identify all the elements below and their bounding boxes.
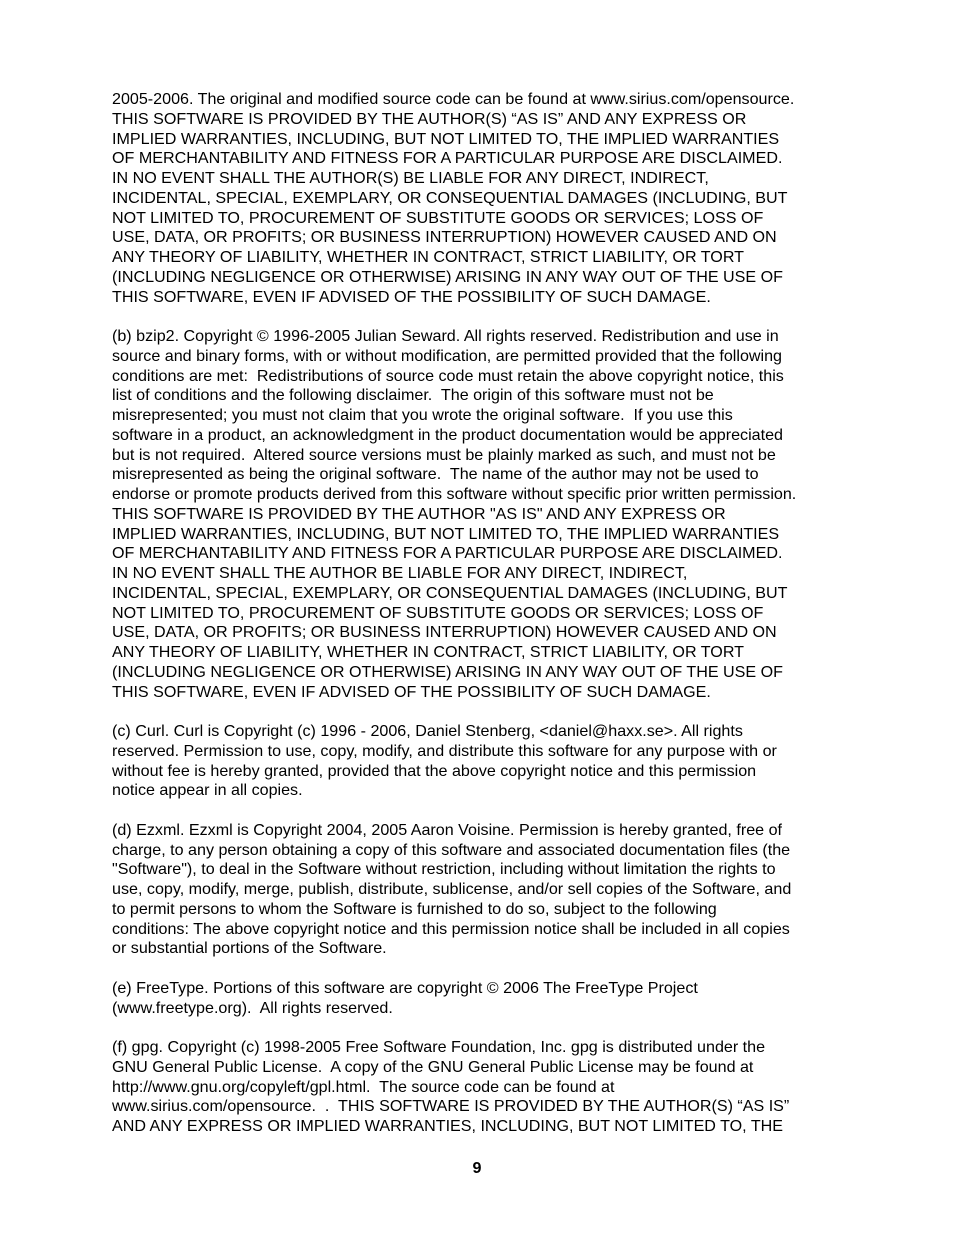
text-line: endorse or promote products derived from this software without specific prior written permission. [112,485,797,503]
text-line: USE, DATA, OR PROFITS; OR BUSINESS INTERRUPTION) HOWEVER CAUSED AND ON [112,623,777,642]
text-line: source and binary forms, with or without modification, are permitted provided that the following [112,346,783,365]
document-body [112,90,854,1157]
text-line: GNU General Public License. A copy of the GNU General Public License may be found at [112,1057,754,1076]
text-line: ANY THEORY OF LIABILITY, WHETHER IN CONTRACT, STRICT LIABILITY, OR TORT [112,248,744,266]
text-line: IN NO EVENT SHALL THE AUTHOR(S) BE LIABLE FOR ANY DIRECT, INDIRECT, [112,169,709,187]
text-line: without fee is hereby granted, provided that the above copyright notice and this permission [112,761,757,780]
text-line: NOT LIMITED TO, PROCUREMENT OF SUBSTITUTE GOODS OR SERVICES; LOSS OF [112,603,764,622]
text-line: conditions: The above copyright notice and this permission notice shall be included in all copies [112,919,790,938]
paragraph-freetype [112,979,854,1019]
text-line: or substantial portions of the Software. [112,939,387,958]
text-line: INCIDENTAL, SPECIAL, EXEMPLARY, OR CONSEQUENTIAL DAMAGES (INCLUDING, BUT [112,188,788,207]
text-line: OF MERCHANTABILITY AND FITNESS FOR A PARTICULAR PURPOSE ARE DISCLAIMED. [112,149,783,168]
text-line: THIS SOFTWARE, EVEN IF ADVISED OF THE POSSIBILITY OF SUCH DAMAGE. [112,287,711,306]
paragraph-curl [112,722,854,801]
text-line: NOT LIMITED TO, PROCUREMENT OF SUBSTITUTE GOODS OR SERVICES; LOSS OF [112,208,764,227]
text-line: (c) Curl. Curl is Copyright (c) 1996 - 2006, Daniel Stenberg, <daniel@haxx.se>. All rights [112,722,743,740]
text-line: IN NO EVENT SHALL THE AUTHOR BE LIABLE FOR ANY DIRECT, INDIRECT, [112,564,688,582]
paragraph-ezxml [112,821,854,959]
text-line: THIS SOFTWARE IS PROVIDED BY THE AUTHOR "AS IS" AND ANY EXPRESS OR [112,504,726,523]
text-line: (d) Ezxml. Ezxml is Copyright 2004, 2005 Aaron Voisine. Permission is hereby granted, free of [112,820,782,839]
text-line: reserved. Permission to use, copy, modify, and distribute this software for any purpose with or [112,741,777,760]
text-line: (INCLUDING NEGLIGENCE OR OTHERWISE) ARISING IN ANY WAY OUT OF THE USE OF [112,267,783,286]
text-line: misrepresented; you must not claim that you wrote the original software. If you use this [112,406,733,424]
page-number: 9 [472,1159,482,1177]
text-line: 2005-2006. The original and modified source code can be found at www.sirius.com/opensource. [112,90,795,108]
text-line: IMPLIED WARRANTIES, INCLUDING, BUT NOT LIMITED TO, THE IMPLIED WARRANTIES [112,524,780,543]
text-line: software in a product, an acknowledgment in the product documentation would be appreciated [112,425,783,444]
text-line: USE, DATA, OR PROFITS; OR BUSINESS INTERRUPTION) HOWEVER CAUSED AND ON [112,228,777,247]
text-line: www.sirius.com/opensource. . THIS SOFTWARE IS PROVIDED BY THE AUTHOR(S) “AS IS” [112,1097,790,1116]
text-line: THIS SOFTWARE IS PROVIDED BY THE AUTHOR(S) “AS IS” AND ANY EXPRESS OR [112,109,747,128]
text-line: list of conditions and the following disclaimer. The origin of this software must not be [112,386,714,405]
text-line: (e) FreeType. Portions of this software are copyright © 2006 The FreeType Project [112,978,698,997]
text-line: AND ANY EXPRESS OR IMPLIED WARRANTIES, INCLUDING, BUT NOT LIMITED TO, THE [112,1117,784,1135]
text-line: charge, to any person obtaining a copy of this software and associated documentation files (the [112,840,791,859]
text-line: but is not required. Altered source versions must be plainly marked as such, and must not be [112,445,776,464]
text-line: misrepresented as being the original software. The name of the author may not be used to [112,465,759,484]
text-line: INCIDENTAL, SPECIAL, EXEMPLARY, OR CONSEQUENTIAL DAMAGES (INCLUDING, BUT [112,583,788,602]
text-line: ANY THEORY OF LIABILITY, WHETHER IN CONTRACT, STRICT LIABILITY, OR TORT [112,643,744,661]
paragraph-gpg [112,1038,854,1137]
text-line: to permit persons to whom the Software is furnished to do so, subject to the following [112,899,717,918]
text-line: IMPLIED WARRANTIES, INCLUDING, BUT NOT LIMITED TO, THE IMPLIED WARRANTIES [112,129,780,148]
text-line: THIS SOFTWARE, EVEN IF ADVISED OF THE POSSIBILITY OF SUCH DAMAGE. [112,682,711,701]
text-line: http://www.gnu.org/copyleft/gpl.html. The source code can be found at [112,1077,615,1096]
text-line: conditions are met: Redistributions of source code must retain the above copyright notice, this [112,366,784,385]
text-line: OF MERCHANTABILITY AND FITNESS FOR A PARTICULAR PURPOSE ARE DISCLAIMED. [112,544,783,563]
text-line: (f) gpg. Copyright (c) 1998-2005 Free Software Foundation, Inc. gpg is distributed under the [112,1038,766,1056]
text-line: use, copy, modify, merge, publish, distribute, sublicense, and/or sell copies of the Software, and [112,880,792,898]
text-line: (INCLUDING NEGLIGENCE OR OTHERWISE) ARISING IN ANY WAY OUT OF THE USE OF [112,662,783,681]
paragraph-bzip2 [112,327,854,702]
text-line: (www.freetype.org). All rights reserved. [112,998,393,1017]
text-line: notice appear in all copies. [112,781,303,800]
text-line: (b) bzip2. Copyright © 1996-2005 Julian Seward. All rights reserved. Redistribution and use in [112,327,779,345]
text-line: "Software"), to deal in the Software without restriction, including without limitation the rights to [112,860,776,879]
paragraph-license-continuation [112,90,854,307]
